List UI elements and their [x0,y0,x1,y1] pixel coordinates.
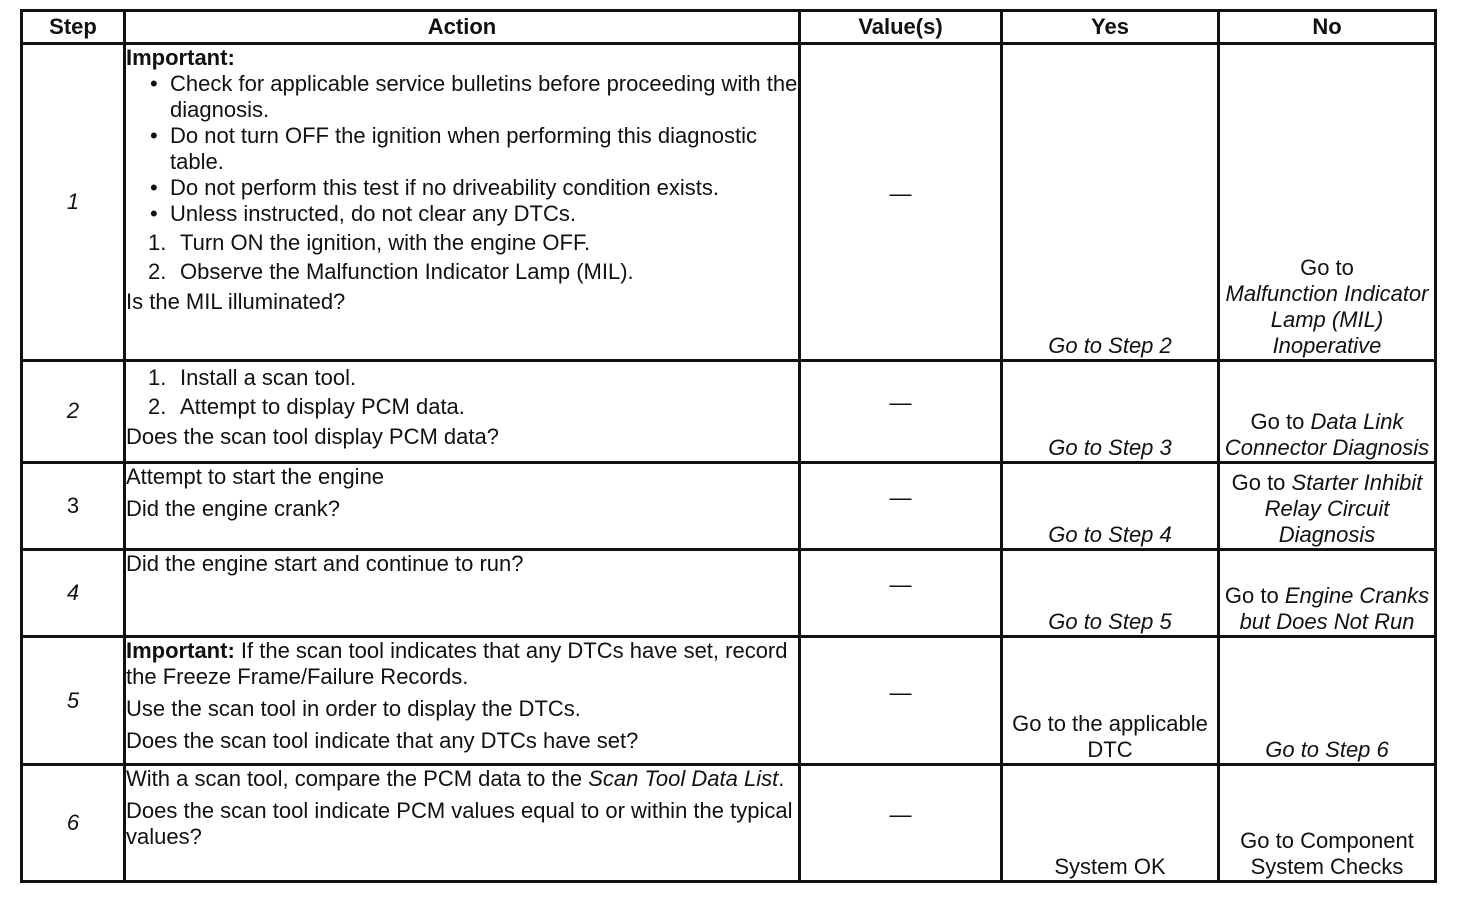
value-cell [800,637,1002,764]
no-link[interactable]: Data Link Connector Diagnosis [1224,408,1430,460]
value-dash: — [889,390,912,416]
question-text: Did the engine crank? [126,495,341,521]
important-label: Important: [126,45,235,70]
numbered-list [126,365,798,420]
table-row [22,637,1436,764]
header-action: Action [125,11,800,44]
no-link[interactable]: Engine Cranks but Does Not Run [1239,583,1430,635]
table-row [22,764,1436,881]
list-item [148,365,798,391]
yes-cell: Go to Step 5 [1002,550,1219,637]
value-cell [800,44,1002,361]
value-cell [800,462,1002,549]
question-text: Does the scan tool indicate that any DTCs have set? [126,728,639,754]
step-number: 6 [22,764,125,881]
step-number: 4 [22,550,125,637]
list-item-text: Attempt to display PCM data. [180,393,465,419]
action-suffix: . [778,765,785,791]
list-number: 1. [148,364,167,390]
step-number: 3 [22,462,125,549]
list-item [148,230,798,256]
scan-tool-data-list-link[interactable]: Scan Tool Data List [588,765,779,791]
action-text: Use the scan tool in order to display the DTCs. [126,696,581,722]
action-cell [125,360,800,462]
yes-cell: Go to Step 2 [1002,44,1219,361]
no-prefix: Go to [1224,583,1279,609]
table-row [22,462,1436,549]
no-prefix: Go to [1300,254,1354,280]
list-item-text: Observe the Malfunction Indicator Lamp (MIL). [180,259,634,284]
question-text: Is the MIL illuminated? [126,289,346,314]
no-cell [1219,44,1436,361]
diagnostic-table-sheet [20,9,1434,883]
header-step: Step [22,11,125,44]
numbered-list [126,230,798,285]
important-label: Important: [126,638,235,664]
list-number: 1. [148,230,167,255]
important-note [126,638,798,690]
header-yes: Yes [1002,11,1219,44]
no-prefix: Go to [1231,470,1286,496]
list-item: • Do not perform this test if no driveability condition exists. [148,175,798,201]
table-row [22,550,1436,637]
action-cell [125,637,800,764]
list-item: • Unless instructed, do not clear any DTCs. [148,201,798,227]
list-number: 2. [148,259,167,284]
diagnostic-table [20,9,1437,883]
no-cell [1219,550,1436,637]
value-dash: — [889,485,912,511]
no-link[interactable]: Starter Inhibit Relay Circuit Diagnosis [1264,470,1423,548]
question-text: Did the engine start and continue to run? [126,551,524,577]
action-cell [125,44,800,361]
value-cell [800,550,1002,637]
question-text: Does the scan tool display PCM data? [126,423,499,449]
header-no: No [1219,11,1436,44]
step-number: 5 [22,637,125,764]
important-text: If the scan tool indicates that any DTCs have set, record the Freeze Frame/Failure Records. [126,638,788,690]
no-cell [1219,360,1436,462]
action-cell [125,550,800,637]
no-link[interactable]: Malfunction Indicator Lamp (MIL) Inoperative [1225,280,1429,358]
action-text: Attempt to start the engine [126,463,385,489]
no-cell[interactable]: Go to Component System Checks [1219,764,1436,881]
action-cell [125,764,800,881]
no-prefix: Go to [1250,408,1305,434]
list-number: 2. [148,393,167,419]
list-item: • Do not turn OFF the ignition when performing this diagnostic table. [148,123,798,175]
step-number: 2 [22,360,125,462]
value-dash: — [889,572,912,598]
yes-cell: Go to the applicable DTC [1002,637,1219,764]
list-item: • Check for applicable service bulletins before proceeding with the diagnosis. [148,71,798,123]
value-dash: — [889,801,912,827]
yes-cell: Go to Step 3 [1002,360,1219,462]
action-cell [125,462,800,549]
value-dash: — [889,679,912,705]
no-cell[interactable]: Go to Step 6 [1219,637,1436,764]
value-cell [800,764,1002,881]
step-number: 1 [22,44,125,361]
table-row [22,360,1436,462]
header-row [22,11,1436,44]
list-item [148,394,798,420]
value-dash: — [889,180,912,206]
yes-cell: Go to Step 4 [1002,462,1219,549]
value-cell [800,360,1002,462]
action-prefix: With a scan tool, compare the PCM data to the [126,765,583,791]
question-text: Does the scan tool indicate PCM values equal to or within the typical values? [126,797,793,849]
action-text [126,766,798,792]
yes-cell: System OK [1002,764,1219,881]
header-values: Value(s) [800,11,1002,44]
bullet-list [126,71,798,227]
list-item-text: Install a scan tool. [180,364,357,390]
list-item-text: Turn ON the ignition, with the engine OFF. [180,230,591,255]
table-row [22,44,1436,361]
list-item [148,259,798,285]
no-cell [1219,462,1436,549]
